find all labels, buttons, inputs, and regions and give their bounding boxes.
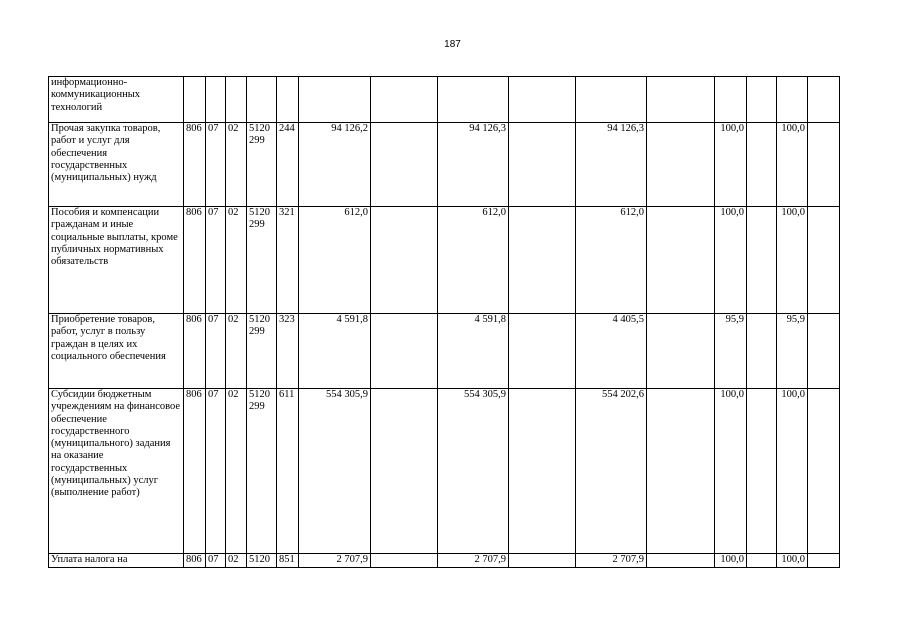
table-row bbox=[49, 314, 840, 389]
subsection-code-cell: 02 bbox=[226, 123, 247, 207]
expense-type-cell: 611 bbox=[277, 389, 299, 554]
target-article-cell bbox=[247, 77, 277, 123]
empty-cell bbox=[509, 389, 576, 554]
percent-initial-cell: 100,0 bbox=[715, 554, 747, 568]
target-article-cell: 5120 299 bbox=[247, 389, 277, 554]
empty-cell bbox=[647, 207, 715, 314]
plan-updated-cell: 4 591,8 bbox=[438, 314, 509, 389]
plan-updated-cell: 612,0 bbox=[438, 207, 509, 314]
empty-cell bbox=[371, 123, 438, 207]
executed-cell: 2 707,9 bbox=[576, 554, 647, 568]
section-code-cell: 07 bbox=[206, 207, 226, 314]
percent-updated-cell: 95,9 bbox=[777, 314, 808, 389]
percent-initial-cell: 100,0 bbox=[715, 123, 747, 207]
empty-cell bbox=[371, 554, 438, 568]
executed-cell: 4 405,5 bbox=[576, 314, 647, 389]
expense-type-cell: 244 bbox=[277, 123, 299, 207]
admin-code-cell: 806 bbox=[184, 389, 206, 554]
section-code-cell bbox=[206, 77, 226, 123]
plan-initial-cell: 94 126,2 bbox=[299, 123, 371, 207]
percent-initial-cell bbox=[715, 77, 747, 123]
empty-cell bbox=[747, 389, 777, 554]
empty-cell bbox=[371, 389, 438, 554]
subsection-code-cell: 02 bbox=[226, 389, 247, 554]
empty-cell bbox=[808, 123, 840, 207]
subsection-code-cell: 02 bbox=[226, 554, 247, 568]
target-article-cell: 5120 299 bbox=[247, 314, 277, 389]
empty-cell bbox=[647, 314, 715, 389]
empty-cell bbox=[371, 77, 438, 123]
percent-updated-cell bbox=[777, 77, 808, 123]
page-number: 187 bbox=[444, 39, 461, 50]
empty-cell bbox=[509, 554, 576, 568]
admin-code-cell: 806 bbox=[184, 207, 206, 314]
table-row bbox=[49, 389, 840, 554]
subsection-code-cell: 02 bbox=[226, 314, 247, 389]
expense-type-cell bbox=[277, 77, 299, 123]
percent-initial-cell: 100,0 bbox=[715, 389, 747, 554]
section-code-cell: 07 bbox=[206, 123, 226, 207]
section-code-cell: 07 bbox=[206, 554, 226, 568]
empty-cell bbox=[371, 314, 438, 389]
empty-cell bbox=[647, 389, 715, 554]
subsection-code-cell: 02 bbox=[226, 207, 247, 314]
empty-cell bbox=[808, 207, 840, 314]
target-article-cell: 5120 bbox=[247, 554, 277, 568]
admin-code-cell: 806 bbox=[184, 554, 206, 568]
admin-code-cell: 806 bbox=[184, 314, 206, 389]
empty-cell bbox=[808, 77, 840, 123]
empty-cell bbox=[808, 554, 840, 568]
empty-cell bbox=[747, 554, 777, 568]
plan-updated-cell: 94 126,3 bbox=[438, 123, 509, 207]
executed-cell: 612,0 bbox=[576, 207, 647, 314]
plan-initial-cell: 2 707,9 bbox=[299, 554, 371, 568]
percent-updated-cell: 100,0 bbox=[777, 123, 808, 207]
row-name-cell: Приобретение товаров, работ, услуг в пользу граждан в целях их социального обеспечения bbox=[49, 314, 184, 389]
percent-initial-cell: 100,0 bbox=[715, 207, 747, 314]
table-row bbox=[49, 123, 840, 207]
section-code-cell: 07 bbox=[206, 389, 226, 554]
percent-initial-cell: 95,9 bbox=[715, 314, 747, 389]
table-row bbox=[49, 554, 840, 568]
empty-cell bbox=[371, 207, 438, 314]
plan-updated-cell: 2 707,9 bbox=[438, 554, 509, 568]
plan-initial-cell: 4 591,8 bbox=[299, 314, 371, 389]
percent-updated-cell: 100,0 bbox=[777, 207, 808, 314]
empty-cell bbox=[647, 77, 715, 123]
row-name-cell: Пособия и компенсации гражданам и иные социальные выплаты, кроме публичных нормативных обязательств bbox=[49, 207, 184, 314]
row-name-cell: Уплата налога на bbox=[49, 554, 184, 568]
admin-code-cell: 806 bbox=[184, 123, 206, 207]
empty-cell bbox=[808, 389, 840, 554]
empty-cell bbox=[647, 123, 715, 207]
row-name-cell: Субсидии бюджетным учреждениям на финансовое обеспечение государственного (муниципального) задания на оказание государственных (муниципальных) услуг (выполнение работ) bbox=[49, 389, 184, 554]
target-article-cell: 5120 299 bbox=[247, 123, 277, 207]
plan-initial-cell: 612,0 bbox=[299, 207, 371, 314]
plan-updated-cell: 554 305,9 bbox=[438, 389, 509, 554]
table-row bbox=[49, 77, 840, 123]
budget-table bbox=[48, 76, 840, 568]
target-article-cell: 5120 299 bbox=[247, 207, 277, 314]
empty-cell bbox=[509, 123, 576, 207]
empty-cell bbox=[509, 77, 576, 123]
executed-cell bbox=[576, 77, 647, 123]
plan-initial-cell bbox=[299, 77, 371, 123]
plan-updated-cell bbox=[438, 77, 509, 123]
percent-updated-cell: 100,0 bbox=[777, 554, 808, 568]
percent-updated-cell: 100,0 bbox=[777, 389, 808, 554]
plan-initial-cell: 554 305,9 bbox=[299, 389, 371, 554]
expense-type-cell: 321 bbox=[277, 207, 299, 314]
empty-cell bbox=[808, 314, 840, 389]
expense-type-cell: 851 bbox=[277, 554, 299, 568]
empty-cell bbox=[747, 77, 777, 123]
empty-cell bbox=[509, 314, 576, 389]
row-name-cell: Прочая закупка товаров, работ и услуг для обеспечения государственных (муниципальных) нужд bbox=[49, 123, 184, 207]
empty-cell bbox=[747, 207, 777, 314]
empty-cell bbox=[647, 554, 715, 568]
executed-cell: 554 202,6 bbox=[576, 389, 647, 554]
row-name-cell: информационно-коммуникационных технологий bbox=[49, 77, 184, 123]
executed-cell: 94 126,3 bbox=[576, 123, 647, 207]
empty-cell bbox=[747, 314, 777, 389]
subsection-code-cell bbox=[226, 77, 247, 123]
expense-type-cell: 323 bbox=[277, 314, 299, 389]
empty-cell bbox=[747, 123, 777, 207]
empty-cell bbox=[509, 207, 576, 314]
table-row bbox=[49, 207, 840, 314]
section-code-cell: 07 bbox=[206, 314, 226, 389]
admin-code-cell bbox=[184, 77, 206, 123]
